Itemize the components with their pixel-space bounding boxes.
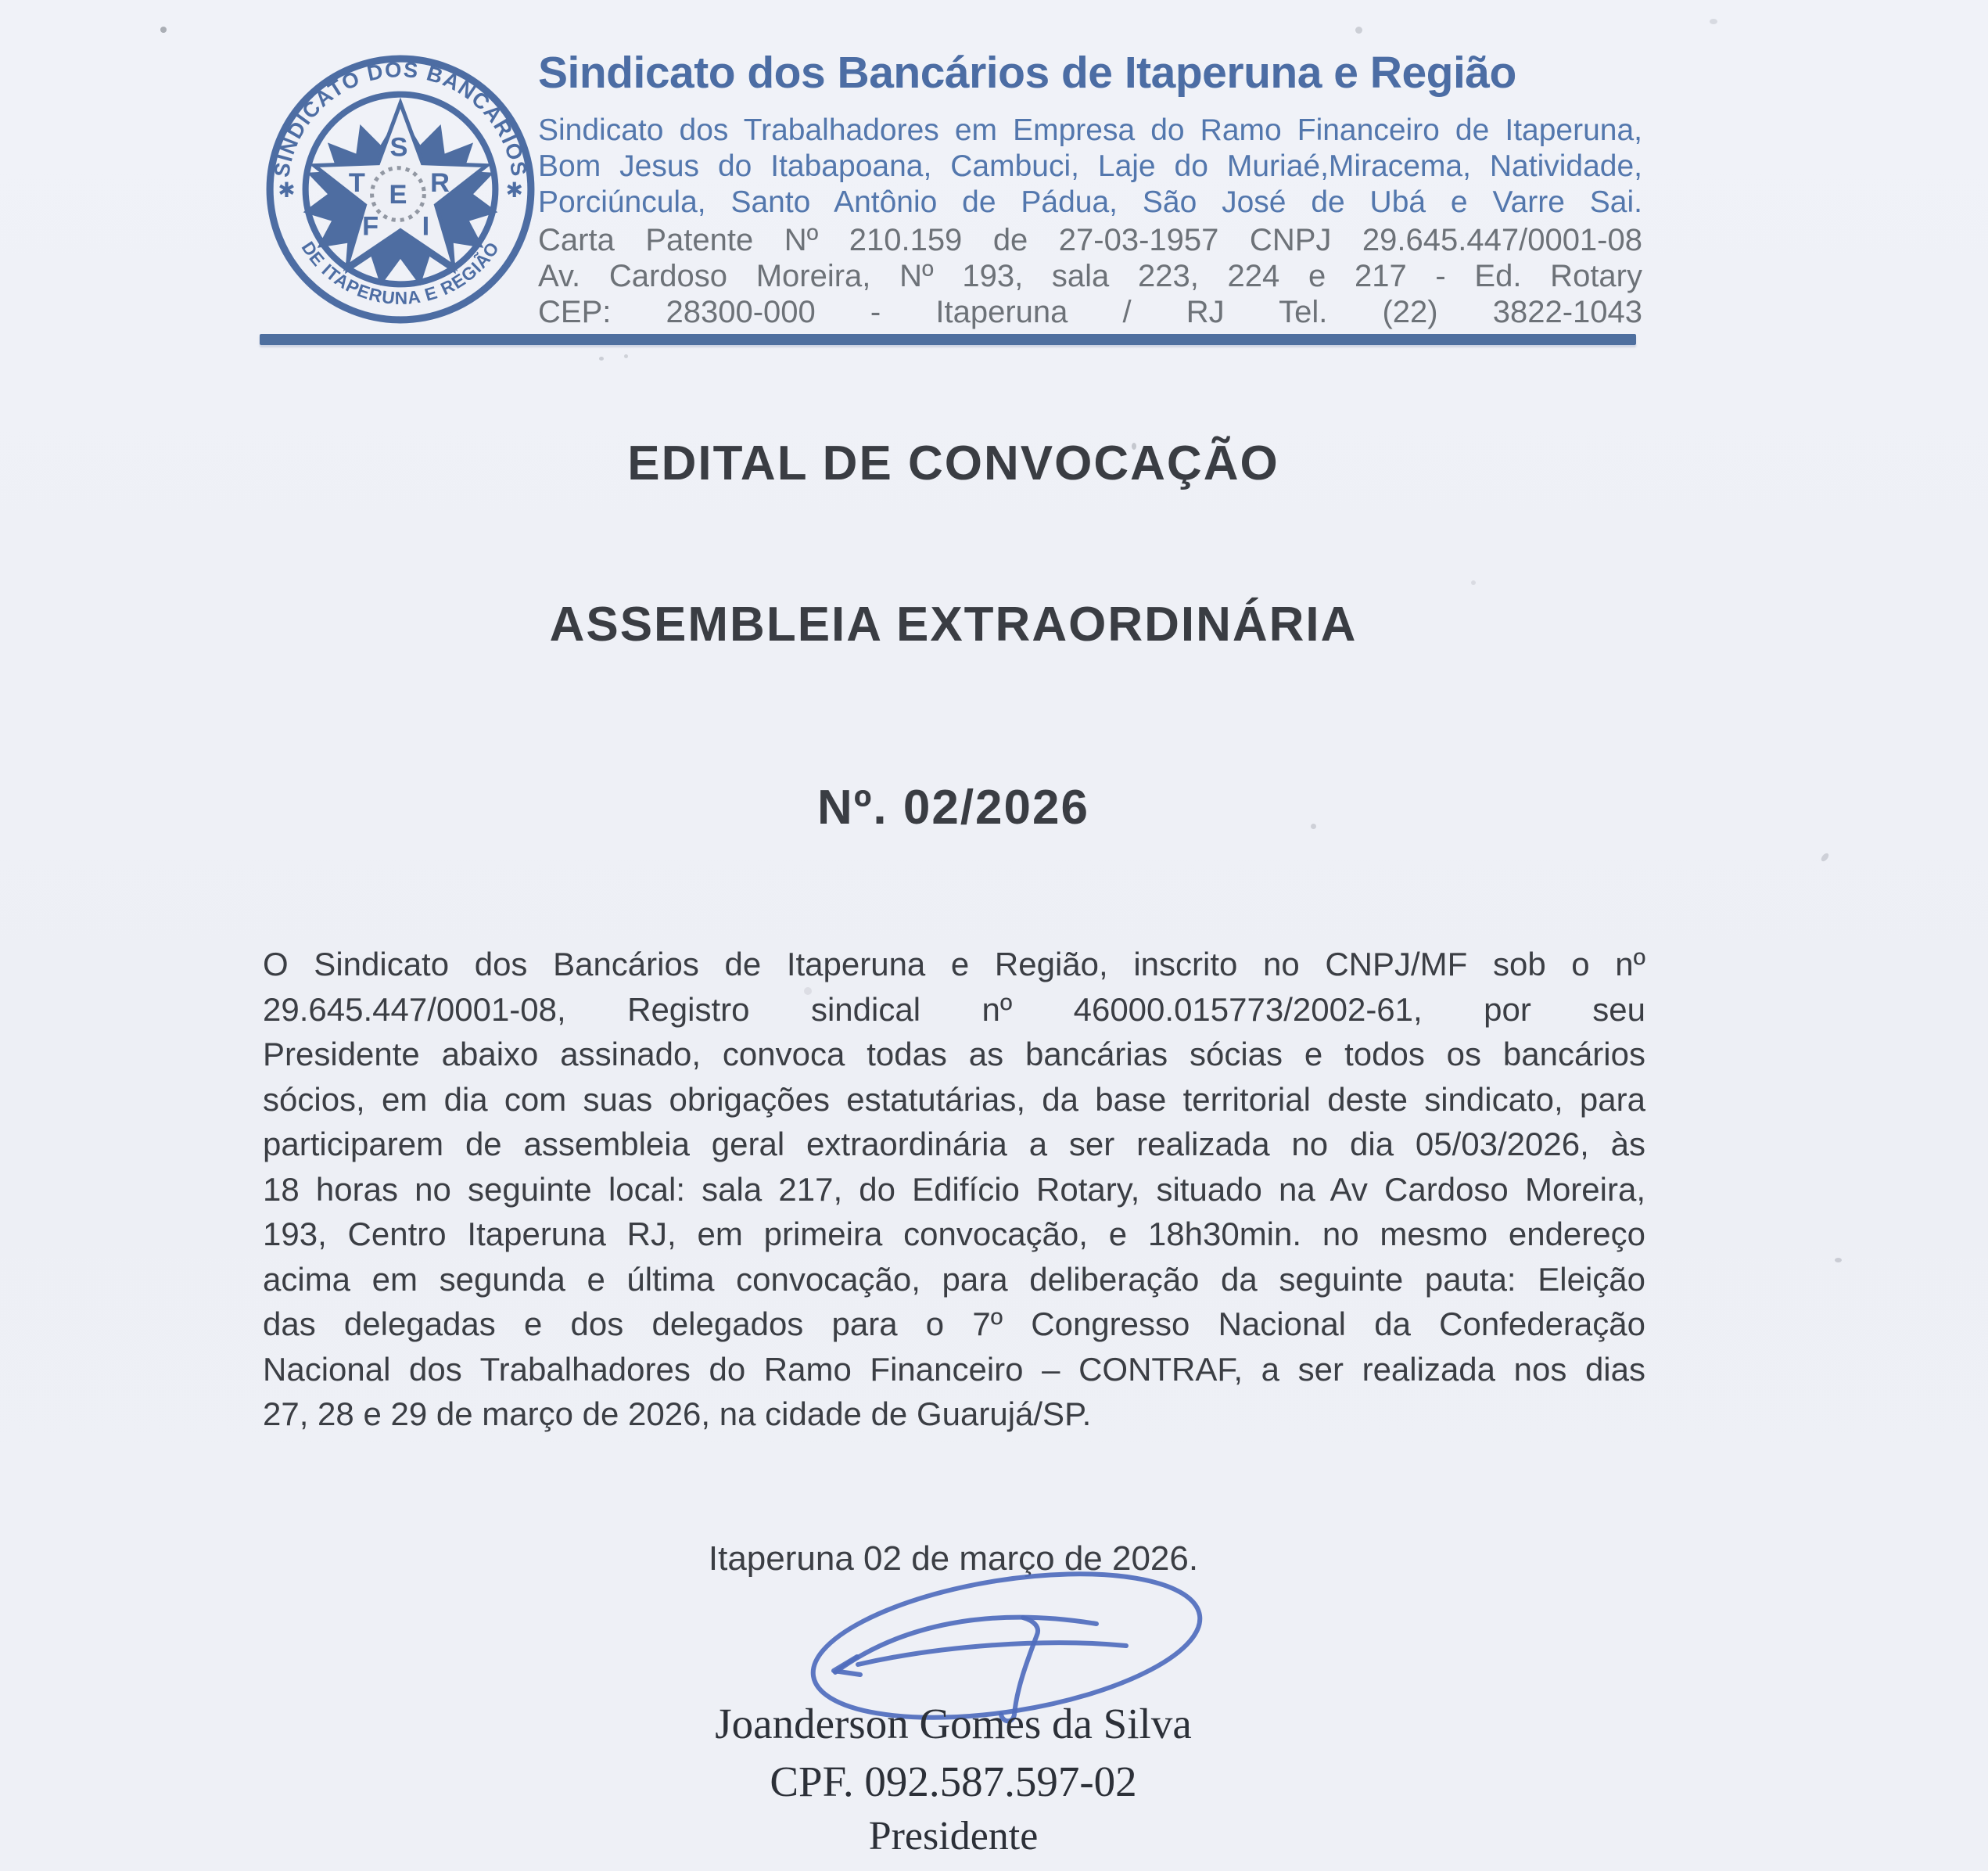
org-subtitle-line-3: Porciúncula, Santo Antônio de Pádua, São José de Ubá e Varre Sai. bbox=[538, 185, 1642, 219]
scan-speckle bbox=[1132, 443, 1136, 450]
scan-speckle bbox=[804, 987, 812, 995]
doc-number: Nº. 02/2026 bbox=[817, 781, 1089, 835]
seal-letter-r: R bbox=[430, 168, 450, 199]
seal-letter-i: I bbox=[422, 211, 430, 242]
seal-ring-top-text: SINDICATO DOS BANCÁRIOS bbox=[269, 56, 532, 179]
org-info-line-1: Carta Patente Nº 210.159 de 27-03-1957 CNPJ 29.645.447/0001-08 bbox=[538, 223, 1642, 257]
body-line: Nacional dos Trabalhadores do Ramo Financeiro – CONTRAF, a ser realizada nos dias bbox=[263, 1350, 1645, 1388]
body-line: 193, Centro Itaperuna RJ, em primeira convocação, e 18h30min. no mesmo endereço bbox=[263, 1216, 1645, 1252]
doc-title: EDITAL DE CONVOCAÇÃO bbox=[627, 436, 1279, 490]
seal-graphic bbox=[263, 52, 538, 327]
scan-speckle bbox=[599, 357, 604, 361]
seal-ring-bottom-text: DE ITAPERUNA E REGIÃO bbox=[297, 237, 504, 308]
org-info-line-3: CEP: 28300-000 - Itaperuna / RJ Tel. (22) 3822-1043 bbox=[538, 295, 1642, 329]
signer-cpf: CPF. 092.587.597-02 bbox=[770, 1758, 1137, 1805]
seal-letter-s: S bbox=[389, 132, 408, 163]
signer-role: Presidente bbox=[868, 1814, 1039, 1858]
seal-star-right-icon: ✱ bbox=[505, 178, 523, 203]
body-line: 18 horas no seguinte local: sala 217, do Edifício Rotary, situado na Av Cardoso Moreira, bbox=[263, 1170, 1645, 1208]
signer-name: Joanderson Gomes da Silva bbox=[715, 1700, 1192, 1747]
scan-speckle bbox=[1311, 824, 1316, 829]
scan-speckle bbox=[1471, 580, 1476, 585]
doc-subtitle: ASSEMBLEIA EXTRAORDINÁRIA bbox=[549, 598, 1358, 652]
dateline: Itaperuna 02 de março de 2026. bbox=[708, 1539, 1199, 1578]
body-paragraph bbox=[263, 942, 1645, 1437]
scan-speckle bbox=[1820, 852, 1830, 863]
scan-speckle bbox=[624, 354, 628, 358]
org-subtitle-line-2: Bom Jesus do Itabapoana, Cambuci, Laje do Muriaé,Miracema, Natividade, bbox=[538, 149, 1642, 183]
body-line: acima em segunda e última convocação, para deliberação da seguinte pauta: Eleição bbox=[263, 1260, 1645, 1298]
scan-speckle bbox=[1355, 27, 1362, 34]
org-subtitle-line-1: Sindicato dos Trabalhadores em Empresa do Ramo Financeiro de Itaperuna, bbox=[538, 113, 1642, 147]
body-line: das delegadas e dos delegados para o 7º Congresso Nacional da Confederação bbox=[263, 1305, 1645, 1342]
seal-star-left-icon: ✱ bbox=[278, 178, 296, 203]
org-name: Sindicato dos Bancários de Itaperuna e Região bbox=[538, 48, 1516, 98]
header-divider-rule bbox=[260, 334, 1636, 345]
scan-speckle bbox=[160, 27, 167, 33]
scan-speckle bbox=[1710, 19, 1717, 24]
signature-stroke-cross bbox=[858, 1643, 1126, 1665]
body-line: 29.645.447/0001-08, Registro sindical nº 46000.015773/2002-61, por seu bbox=[263, 990, 1645, 1028]
union-seal-logo bbox=[263, 52, 538, 327]
body-line: sócios, em dia com suas obrigações estatutárias, da base territorial deste sindicato, para bbox=[263, 1080, 1645, 1118]
scan-speckle bbox=[1835, 1258, 1842, 1262]
seal-letter-t: T bbox=[348, 168, 365, 199]
org-info-line-2: Av. Cardoso Moreira, Nº 193, sala 223, 224 e 217 - Ed. Rotary bbox=[538, 259, 1642, 293]
body-line: participarem de assembleia geral extraordinária a ser realizada no dia 05/03/2026, às bbox=[263, 1126, 1645, 1162]
body-line: O Sindicato dos Bancários de Itaperuna e Região, inscrito no CNPJ/MF sob o nº bbox=[263, 946, 1645, 982]
body-line: Presidente abaixo assinado, convoca todas as bancárias sócias e todos os bancários bbox=[263, 1036, 1645, 1072]
seal-letter-e: E bbox=[389, 180, 407, 210]
body-line: 27, 28 e 29 de março de 2026, na cidade de Guarujá/SP. bbox=[263, 1395, 1092, 1432]
seal-letter-f: F bbox=[362, 211, 379, 242]
